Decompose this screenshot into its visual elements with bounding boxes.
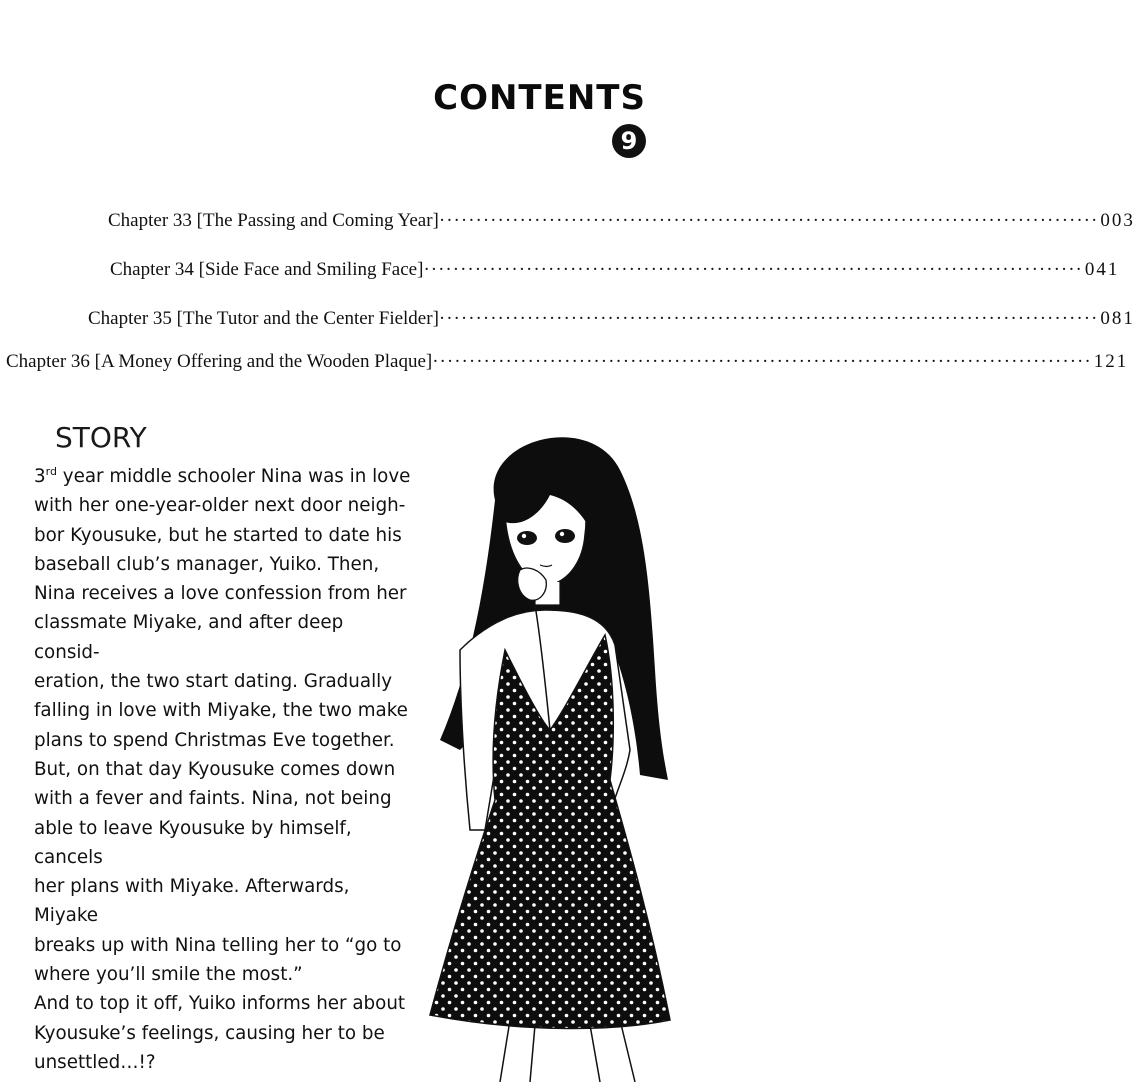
story-line: But, on that day Kyousuke comes down [34,758,396,780]
story-line: falling in love with Miyake, the two make [34,700,408,722]
toc-page-number: 121 [1093,351,1129,372]
toc-entry-chapter-35[interactable] [88,308,1135,330]
story-ordinal-suffix: rd [45,464,57,478]
toc-entry-chapter-33[interactable] [108,210,1135,232]
toc-page-number: 081 [1100,308,1135,329]
story-line: classmate Miyake, and after deep consid- [34,612,344,663]
toc-leader-dots: ·························································································· [438,210,1099,231]
toc-leader-dots: ·························································································· [423,259,1083,280]
toc-chapter-label: Chapter 34 [Side Face and Smiling Face] [110,259,424,280]
story-synopsis [34,462,414,1077]
story-heading: STORY [55,421,147,455]
toc-page-number: 003 [1100,210,1135,231]
toc-chapter-label: Chapter 33 [The Passing and Coming Year] [108,210,439,231]
toc-leader-dots: ·························································································· [432,351,1092,372]
story-line: plans to spend Christmas Eve together. [34,729,395,751]
story-line: eration, the two start dating. Gradually [34,671,393,693]
toc-page-number: 041 [1084,259,1120,280]
story-line: Nina receives a love confession from her [34,583,407,605]
story-line: bor Kyousuke, but he started to date his [34,524,402,546]
right-eye-icon [555,529,575,543]
story-line: 3rd year middle schooler Nina was in love [34,464,411,487]
story-line: with a fever and faints. Nina, not being [34,788,392,810]
story-line: where you’ll smile the most.” [34,964,303,986]
story-ordinal-number: 3 [34,466,46,487]
story-line: breaks up with Nina telling her to “go to [34,934,402,956]
girl-in-polka-dot-dress-illustration [400,420,700,1082]
contents-title: CONTENTS [433,78,646,118]
toc-entry-chapter-34[interactable] [110,259,1120,281]
legs-icon [500,1020,635,1082]
story-line: unsettled…!? [34,1051,156,1073]
toc-chapter-label: Chapter 36 [A Money Offering and the Wooden Plaque] [6,351,433,372]
story-line: And to top it off, Yuiko informs her about [34,993,406,1015]
story-line: with her one-year-older next door neigh- [34,495,406,517]
left-eye-icon [517,531,537,545]
toc-leader-dots: ·························································································· [438,308,1099,329]
volume-number-badge: 9 [612,124,646,158]
story-line: Kyousuke’s feelings, causing her to be [34,1022,385,1044]
story-line: baseball club’s manager, Yuiko. Then, [34,553,380,575]
story-line: her plans with Miyake. Afterwards, Miyake [34,876,350,927]
story-line: able to leave Kyousuke by himself, cancels [34,817,352,868]
toc-chapter-label: Chapter 35 [The Tutor and the Center Fielder] [88,308,439,329]
toc-entry-chapter-36[interactable] [6,351,1129,373]
